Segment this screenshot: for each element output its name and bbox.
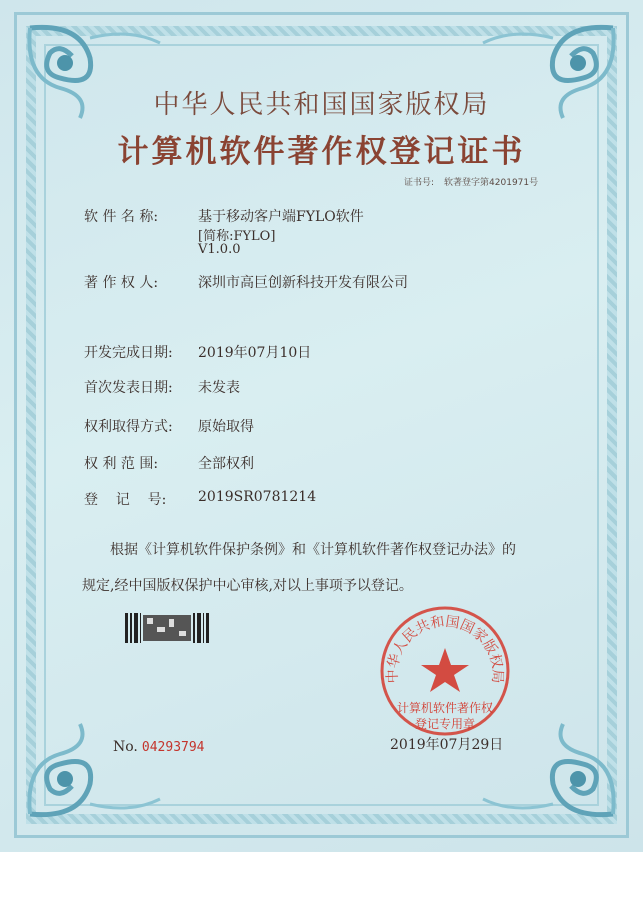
serial-label: No. <box>113 739 138 755</box>
software-version: V1.0.0 <box>198 242 241 257</box>
field-label: 软 件 名 称: <box>84 209 159 225</box>
field-acquisition-method <box>84 416 254 436</box>
issue-date: 2019年07月29日 <box>390 737 504 753</box>
seal-ring-text: 中华人民共和国国家版权局 <box>384 613 506 684</box>
field-label: 权利取得方式: <box>84 419 173 435</box>
issuer-heading: 中华人民共和国国家版权局 <box>153 90 490 120</box>
field-label: 权 利 范 围: <box>84 456 159 472</box>
field-registration-number <box>84 489 317 509</box>
certificate-number-label: 证书号: <box>404 178 435 188</box>
serial-number <box>113 739 205 755</box>
statement-line-2: 规定,经中国版权保护中心审核,对以上事项予以登记。 <box>82 578 413 594</box>
field-value: 深圳市高巨创新科技开发有限公司 <box>198 275 408 291</box>
seal-line-2: 登记专用章 <box>414 717 475 731</box>
statement-line-1: 根据《计算机软件保护条例》和《计算机软件著作权登记办法》的 <box>110 542 516 558</box>
software-short-name: [简称:FYLO] <box>198 229 276 244</box>
field-software-name <box>84 206 364 226</box>
field-value: 基于移动客户端FYLO软件 <box>198 209 364 225</box>
field-scope <box>84 453 254 473</box>
field-label: 开发完成日期: <box>84 345 173 361</box>
certificate-number-value: 软著登字第4201971号 <box>444 178 539 188</box>
field-value: 全部权利 <box>198 456 254 472</box>
field-first-publication-date <box>84 377 240 397</box>
corner-ornament-icon <box>20 704 170 824</box>
barcode-icon <box>125 613 210 643</box>
field-value: 原始取得 <box>198 419 254 435</box>
field-label: 首次发表日期: <box>84 380 173 396</box>
field-completion-date <box>84 342 312 362</box>
field-value: 2019SR0781214 <box>198 489 317 505</box>
field-owner <box>84 272 408 292</box>
serial-value: 04293794 <box>141 740 205 755</box>
field-value: 2019年07月10日 <box>198 345 312 361</box>
certificate-title: 计算机软件著作权登记证书 <box>117 134 526 170</box>
field-label: 著 作 权 人: <box>84 275 159 291</box>
field-value: 未发表 <box>198 380 240 396</box>
seal-line-1: 计算机软件著作权 <box>396 701 493 715</box>
certificate-number <box>404 175 538 188</box>
field-label: 登 记 号: <box>84 492 167 508</box>
